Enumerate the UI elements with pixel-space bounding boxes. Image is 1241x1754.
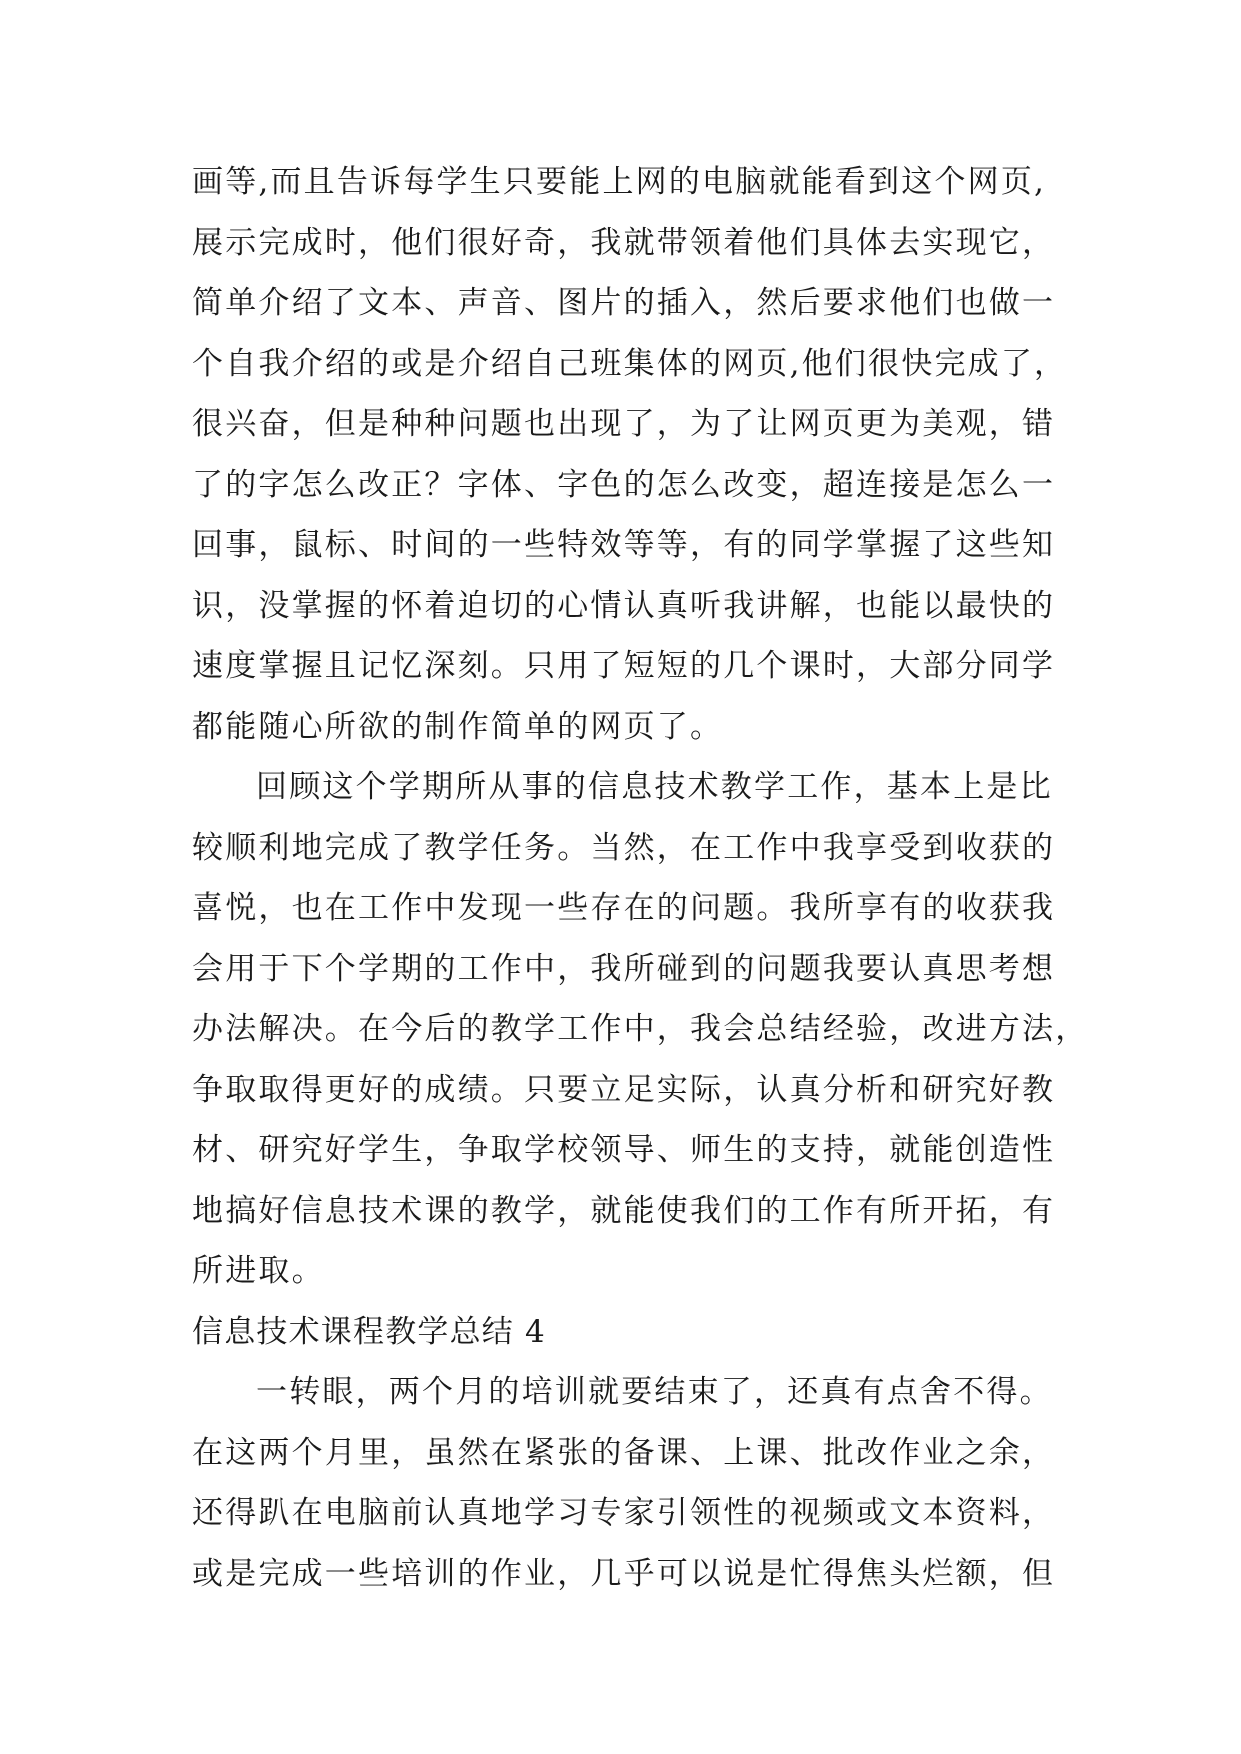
text-line: 在这两个月里，虽然在紧张的备课、上课、批改作业之余， — [192, 1434, 1056, 1471]
paragraph-3 — [192, 1362, 1056, 1604]
text-line: 速度掌握且记忆深刻。只用了短短的几个课时，大部分同学 — [192, 648, 1056, 684]
text-line: 一转眼，两个月的培训就要结束了，还真有点舍不得。 — [256, 1374, 1053, 1410]
paragraph-1 — [192, 152, 1068, 757]
text-line: 或是完成一些培训的作业，几乎可以说是忙得焦头烂额，但 — [192, 1555, 1056, 1592]
text-line: 争取取得更好的成绩。只要立足实际，认真分析和研究好教 — [192, 1071, 1056, 1108]
text-line: 识，没掌握的怀着迫切的心情认真听我讲解，也能以最快的 — [192, 587, 1056, 624]
text-line: 地搞好信息技术课的教学，就能使我们的工作有所开拓，有 — [192, 1192, 1056, 1229]
text-line: 画等,而且告诉每学生只要能上网的电脑就能看到这个网页, — [192, 164, 1047, 200]
text-line: 回事，鼠标、时间的一些特效等等，有的同学掌握了这些知 — [192, 527, 1056, 563]
text-line: 都能随心所欲的制作简单的网页了。 — [192, 708, 724, 745]
paragraph-2 — [192, 757, 1089, 1302]
text-line: 简单介绍了文本、声音、图片的插入，然后要求他们也做一 — [192, 285, 1056, 321]
text-line: 还得趴在电脑前认真地学习专家引领性的视频或文本资料， — [192, 1495, 1056, 1531]
text-line: 材、研究好学生，争取学校领导、师生的支持，就能创造性 — [192, 1132, 1056, 1168]
document-body — [192, 152, 1089, 1604]
text-line: 办法解决。在今后的教学工作中，我会总结经验，改进方法， — [192, 1011, 1089, 1047]
text-line: 较顺利地完成了教学任务。当然，在工作中我享受到收获的 — [192, 829, 1056, 866]
text-line: 个自我介绍的或是介绍自己班集体的网页,他们很快完成了， — [192, 345, 1068, 382]
text-line: 所进取。 — [192, 1253, 325, 1289]
text-line: 回顾这个学期所从事的信息技术教学工作，基本上是比 — [256, 769, 1053, 805]
text-line: 喜悦，也在工作中发现一些存在的问题。我所享有的收获我 — [192, 890, 1056, 926]
text-line: 展示完成时，他们很好奇，我就带领着他们具体去实现它， — [192, 224, 1056, 261]
text-line: 会用于下个学期的工作中，我所碰到的问题我要认真思考想 — [192, 950, 1056, 987]
text-line: 很兴奋，但是种种问题也出现了，为了让网页更为美观，错 — [192, 406, 1056, 442]
text-line: 了的字怎么改正？字体、字色的怎么改变，超连接是怎么一 — [192, 466, 1056, 503]
section-heading: 信息技术课程教学总结 4 — [192, 1313, 546, 1350]
